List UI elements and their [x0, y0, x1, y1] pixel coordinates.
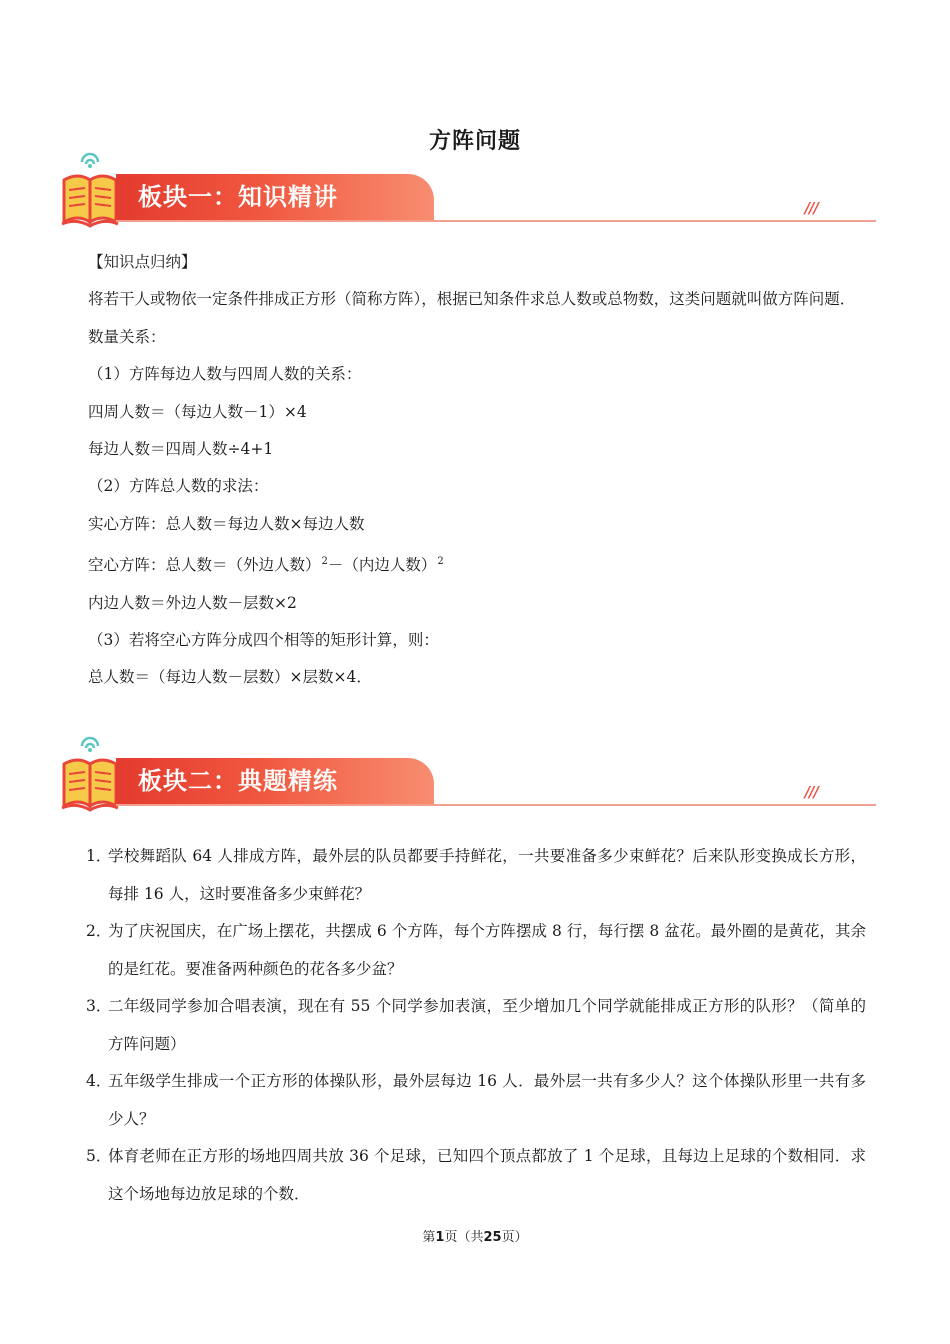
question-number: 3．	[86, 997, 112, 1015]
question-item	[86, 1063, 866, 1138]
footer-suffix: 页）	[501, 1230, 528, 1245]
slash-decoration: ///	[804, 783, 818, 801]
question-number: 4．	[86, 1072, 112, 1090]
question-text: 为了庆祝国庆，在广场上摆花，共摆成 6 个方阵，每个方阵摆成 8 行，每行摆 8 盆花。最外圈的是黄花，其余的是红花。要准备两种颜色的花各多少盆？	[108, 922, 866, 978]
slash-decoration: ///	[804, 199, 818, 217]
question-text: 学校舞蹈队 64 人排成方阵，最外层的队员都要手持鲜花，一共要准备多少束鲜花？后来队形变换成长方形，每排 16 人，这时要准备多少束鲜花？	[108, 847, 866, 903]
question-text: 体育老师在正方形的场地四周共放 36 个足球，已知四个顶点都放了 1 个足球，且每边上足球的个数相同．求这个场地每边放足球的个数．	[108, 1147, 866, 1203]
divider	[116, 804, 876, 806]
page-footer	[0, 1226, 950, 1245]
footer-prefix: 第	[422, 1230, 436, 1245]
relation-1-heading: （1）方阵每边人数与四周人数的关系：	[88, 365, 362, 384]
formula-hollow-part-b: －（内边人数）	[327, 556, 437, 575]
section-banner-1	[60, 150, 820, 230]
knowledge-tag: 【知识点归纳】	[88, 253, 197, 271]
question-item	[86, 913, 866, 988]
formula-perimeter: 四周人数＝（每边人数－1）×4	[88, 402, 307, 421]
question-item	[86, 838, 866, 913]
question-item	[86, 988, 866, 1063]
question-number: 1．	[86, 847, 112, 865]
formula-rectangles: 总人数＝（每边人数－层数）×层数×4．	[88, 668, 372, 687]
relation-3-heading: （3）若将空心方阵分成四个相等的矩形计算，则：	[88, 631, 439, 650]
formula-side: 每边人数＝四周人数÷4+1	[88, 440, 274, 459]
question-item	[86, 1138, 866, 1213]
section-banner-2	[60, 734, 820, 814]
question-text: 二年级同学参加合唱表演，现在有 55 个同学参加表演，至少增加几个同学就能排成正方形的队形？（简单的方阵问题）	[108, 997, 866, 1053]
superscript-2: 2	[437, 556, 444, 568]
formula-hollow-part-a: 空心方阵：总人数＝（外边人数）	[88, 556, 321, 575]
question-number: 2．	[86, 922, 112, 940]
question-text: 五年级学生排成一个正方形的体操队形，最外层每边 16 人．最外层一共有多少人？这个体操队形里一共有多少人？	[108, 1072, 866, 1128]
formula-inner: 内边人数＝外边人数－层数×2	[88, 593, 297, 612]
question-list	[86, 838, 866, 1213]
page-title: 方阵问题	[428, 129, 521, 154]
footer-middle: 页（共	[444, 1230, 484, 1245]
superscript-2: 2	[321, 556, 328, 568]
section-heading: 板块二：典题精练	[138, 767, 338, 795]
formula-solid: 实心方阵：总人数＝每边人数×每边人数	[88, 514, 365, 533]
quantity-label: 数量关系：	[88, 327, 166, 346]
page-number: 1	[435, 1230, 445, 1245]
knowledge-intro: 将若干人或物依一定条件排成正方形（简称方阵），根据已知条件求总人数或总物数，这类问题就叫做方阵问题．	[88, 290, 856, 309]
section-heading: 板块一：知识精讲	[138, 183, 338, 211]
divider	[116, 220, 876, 222]
page-total: 25	[483, 1230, 502, 1245]
knowledge-block	[88, 244, 878, 697]
formula-hollow	[88, 543, 878, 584]
relation-2-heading: （2）方阵总人数的求法：	[88, 477, 269, 496]
question-number: 5．	[86, 1147, 112, 1165]
